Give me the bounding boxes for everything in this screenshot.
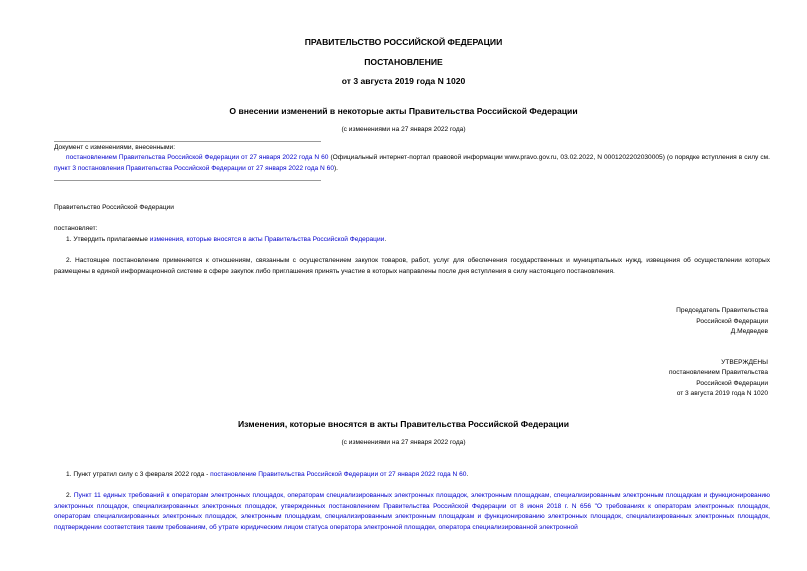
item-1-end: . — [466, 471, 469, 478]
link-decree-60[interactable]: постановлением Правительства Российской Федерации от 27 января 2022 года N 60 — [66, 154, 329, 161]
changes-text-end: ). — [333, 164, 339, 172]
doc-date-number: от 3 августа 2019 года N 1020 — [341, 76, 466, 86]
signature-line-1: Председатель Правительства — [676, 307, 768, 314]
amendment-note: (с изменениями на 27 января 2022 года) — [341, 126, 466, 133]
doc-type: ПОСТАНОВЛЕНИЕ — [364, 57, 443, 67]
item-2-start: 2. — [66, 492, 74, 499]
paragraph-1-end: . — [384, 236, 387, 243]
item-1 — [66, 470, 468, 481]
changes-text-mid: (Официальный интернет-портал правовой информации www.pravo.gov.ru, 03.02.2022, N 0001202202030005) (о порядке вступления в силу см. — [328, 154, 770, 161]
signature-line-2: Российской Федерации — [696, 318, 768, 325]
paragraph-2: 2. Настоящее постановление применяется к отношениям, связанным с осуществлением закупок товаров, работ, услуг для обеспечения государственных и муниципальных нужд, извещения об осуществлении которых размещены в единой информационной системе в сфере закупок либо приглашения принять участие в которых направлены после дня вступления в силу настоящего постановления. — [54, 257, 770, 275]
item-2 — [54, 491, 770, 533]
section2-amendment-note: (с изменениями на 27 января 2022 года) — [341, 439, 466, 446]
paragraph-1 — [66, 235, 386, 246]
link-item1-decree[interactable]: постановление Правительства Российской Федерации от 27 января 2022 года N 60 — [210, 471, 467, 478]
approved-line-4: от 3 августа 2019 года N 1020 — [676, 390, 768, 397]
section2-title: Изменения, которые вносятся в акты Правительства Российской Федерации — [237, 419, 569, 429]
doc-title: О внесении изменений в некоторые акты Правительства Российской Федерации — [229, 106, 578, 116]
approved-line-3: Российской Федерации — [696, 380, 768, 387]
divider-bottom — [54, 180, 321, 181]
paragraph-1-start: 1. Утвердить прилагаемые — [66, 236, 150, 243]
changes-text — [54, 153, 770, 174]
government-header: ПРАВИТЕЛЬСТВО РОССИЙСКОЙ ФЕДЕРАЦИИ — [304, 37, 503, 47]
item-1-start: 1. Пункт утратил силу с 3 февраля 2022 года - — [66, 471, 211, 478]
approved-line-1: УТВЕРЖДЕНЫ — [721, 359, 768, 366]
resolves: постановляет: — [54, 225, 98, 232]
signature-line-3: Д.Медведев — [730, 328, 768, 335]
government-name: Правительство Российской Федерации — [54, 204, 174, 211]
approved-line-2: постановлением Правительства — [668, 369, 768, 376]
link-decree-60-p3[interactable]: пункт 3 постановления Правительства Российской Федерации от 27 января 2022 года N 60 — [54, 164, 334, 172]
link-changes[interactable]: изменения, которые вносятся в акты Правительства Российской Федерации — [149, 236, 385, 243]
changes-intro: Документ с изменениями, внесенными: — [54, 144, 176, 151]
divider-top — [54, 141, 321, 142]
link-item2-point11[interactable]: Пункт 11 единых требований к операторам электронных площадок, операторам специализированных электронных площадок, электронным площадкам, специализированным электронным площадкам и функционированию электронных площадок, специализированных электронных площадок, утвержденных постановлением Правительства Российской Федерации от 8 июня 2018 г. N 656 "О требованиях к операторам электронных площадок, операторам специализированных электронных площадок, электронным площадкам, специализированным электронным площадкам и функционированию электронных площадок, специализированных электронных площадок, подтверждении соответствия таким требованиям, об утрате юридическим лицом статуса оператора электронной площадки, оператора специализированной электронной — [54, 492, 770, 531]
